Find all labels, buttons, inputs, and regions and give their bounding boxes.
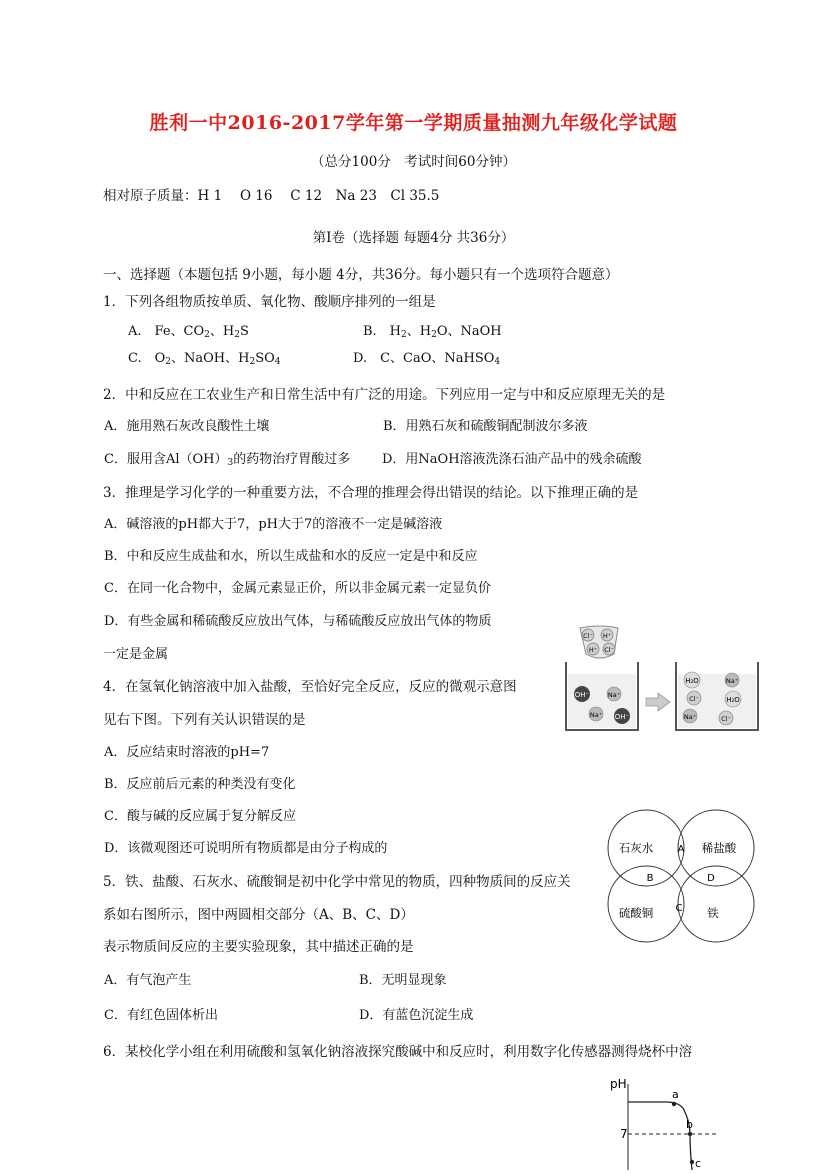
q3-option-d: D．有些金属和稀硫酸反应放出气体，与稀硫酸反应放出气体的物质 [104, 614, 492, 629]
after-particle-1-label: H₂O [685, 677, 699, 685]
q6-stem: 6．某校化学小组在利用硫酸和氢氧化钠溶液探究酸碱中和反应时，利用数字化传感器测得烧杯中溶 [103, 1044, 693, 1060]
part-one-intro: 一、选择题（本题包括 9小题，每小题 4分，共36分。每小题只有一个选项符合题意） [103, 267, 619, 283]
q1-option-a: A. Fe、$CO_2$、$H_2S$ [128, 324, 249, 340]
q3-option-c: C．在同一化合物中，金属元素显正价，所以非金属元素一定显负价 [104, 581, 491, 596]
region-b: B [646, 873, 654, 884]
neutralization-diagram [562, 622, 762, 738]
point-a-marker [672, 1102, 676, 1106]
dropper-ion-2-label: H⁺ [602, 632, 612, 640]
q4-option-c: C．酸与碱的反应属于复分解反应 [104, 809, 296, 824]
label-hydrochloric-acid: 稀盐酸 [701, 841, 737, 855]
after-particle-3-label: Cl⁻ [689, 695, 699, 703]
after-particle-5-label: Na⁺ [683, 713, 697, 721]
q5-stem-line1: 5．铁、盐酸、石灰水、硫酸铜是初中化学中常见的物质，四种物质间的反应关 [103, 874, 571, 890]
q3-stem: 3．推理是学习化学的一种重要方法，不合理的推理会得出错误的结论。以下推理正确的是 [103, 485, 639, 501]
q5-option-c: C．有红色固体析出 [104, 1008, 218, 1023]
q3-option-b: B．中和反应生成盐和水，所以生成盐和水的反应一定是中和反应 [104, 549, 478, 564]
q4-option-d: D．该微观图还可说明所有物质都是由分子构成的 [104, 841, 388, 856]
q5-stem-line3: 表示物质间反应的主要实验现象，其中描述正确的是 [103, 939, 414, 955]
page-title: 胜利一中2016-2017学年第一学期质量抽测九年级化学试题 [149, 112, 678, 134]
q2-option-a: A．施用熟石灰改良酸性土壤 [104, 419, 270, 434]
dropper-ion-1-label: Cl⁻ [583, 632, 593, 640]
q1-option-b: B. $H_2$、$H_2O$、NaOH [363, 324, 502, 340]
dropper-ion-3-label: H⁺ [588, 646, 598, 654]
point-c-marker [690, 1160, 694, 1164]
label-copper-sulfate: 硫酸铜 [618, 906, 654, 920]
q2-option-c: C．服用含$Al(OH)_3$的药物治疗胃酸过多 [104, 452, 351, 468]
atomic-mass-line: 相对原子质量：H 1 O 16 C 12 Na 23 Cl 35.5 [103, 188, 440, 204]
q2-option-d: D．用NaOH溶液洗涤石油产品中的残余硫酸 [382, 452, 642, 467]
q4-option-b: B．反应前后元素的种类没有变化 [104, 777, 296, 792]
q4-stem-line2: 见右下图。下列有关认识错误的是 [103, 712, 306, 728]
point-a-label: a [672, 1088, 679, 1101]
region-c: C [675, 903, 683, 914]
circle-iron [675, 866, 754, 942]
ph-graph [604, 1070, 724, 1174]
q1-option-c: C. $O_2$、NaOH、$H_2SO_4$ [128, 351, 281, 367]
label-iron: 铁 [707, 906, 719, 920]
before-ion-3-label: Na⁺ [589, 711, 603, 719]
point-b-label: b [686, 1118, 693, 1131]
q2-stem: 2．中和反应在工农业生产和日常生活中有广泛的用途。下列应用一定与中和反应原理无关的是 [103, 387, 666, 403]
q1-stem: 1．下列各组物质按单质、氧化物、酸顺序排列的一组是 [103, 294, 436, 310]
reaction-arrow [646, 693, 670, 711]
ph-ref-value: 7 [620, 1127, 628, 1141]
exam-info: （总分100分 考试时间60分钟） [311, 154, 516, 170]
after-particle-2-label: Na⁺ [725, 677, 739, 685]
q5-option-a: A．有气泡产生 [104, 973, 192, 988]
q1-option-d: D. C、CaO、NaHSO$_4$ [353, 351, 501, 367]
after-particle-4-label: H₂O [726, 696, 740, 704]
before-ion-4-label: OH⁻ [614, 713, 630, 721]
q3-option-a: A．碱溶液的pH都大于7，pH大于7的溶液不一定是碱溶液 [104, 517, 443, 532]
q5-option-d: D．有蓝色沉淀生成 [359, 1008, 474, 1023]
label-limewater: 石灰水 [618, 841, 654, 855]
ph-axis-label: pH [610, 1077, 627, 1091]
after-particle-6-label: Cl⁻ [721, 715, 731, 723]
q4-stem-line1: 4．在氢氧化钠溶液中加入盐酸，至恰好完全反应，反应的微观示意图 [103, 679, 517, 695]
point-b-marker [688, 1132, 692, 1136]
point-c-label: c [695, 1157, 702, 1170]
ph-curve [628, 1102, 692, 1170]
q2-option-b: B．用熟石灰和硫酸铜配制波尔多液 [383, 419, 588, 434]
q5-option-b: B．无明显现象 [359, 973, 447, 988]
reaction-venn-diagram [606, 808, 756, 948]
q5-stem-line2: 系如右图所示，图中两圆相交部分（A、B、C、D） [103, 907, 414, 923]
section-header: 第Ⅰ卷（选择题 每题4分 共36分） [312, 230, 515, 246]
region-d: D [707, 873, 715, 884]
dropper-ion-4-label: Cl⁻ [604, 646, 614, 654]
q3-option-d-cont: 一定是金属 [103, 647, 169, 662]
before-ion-1-label: OH⁻ [574, 691, 590, 699]
region-a: A [677, 844, 685, 855]
q4-option-a: A．反应结束时溶液的pH=7 [104, 745, 270, 760]
before-ion-2-label: Na⁺ [607, 691, 621, 699]
